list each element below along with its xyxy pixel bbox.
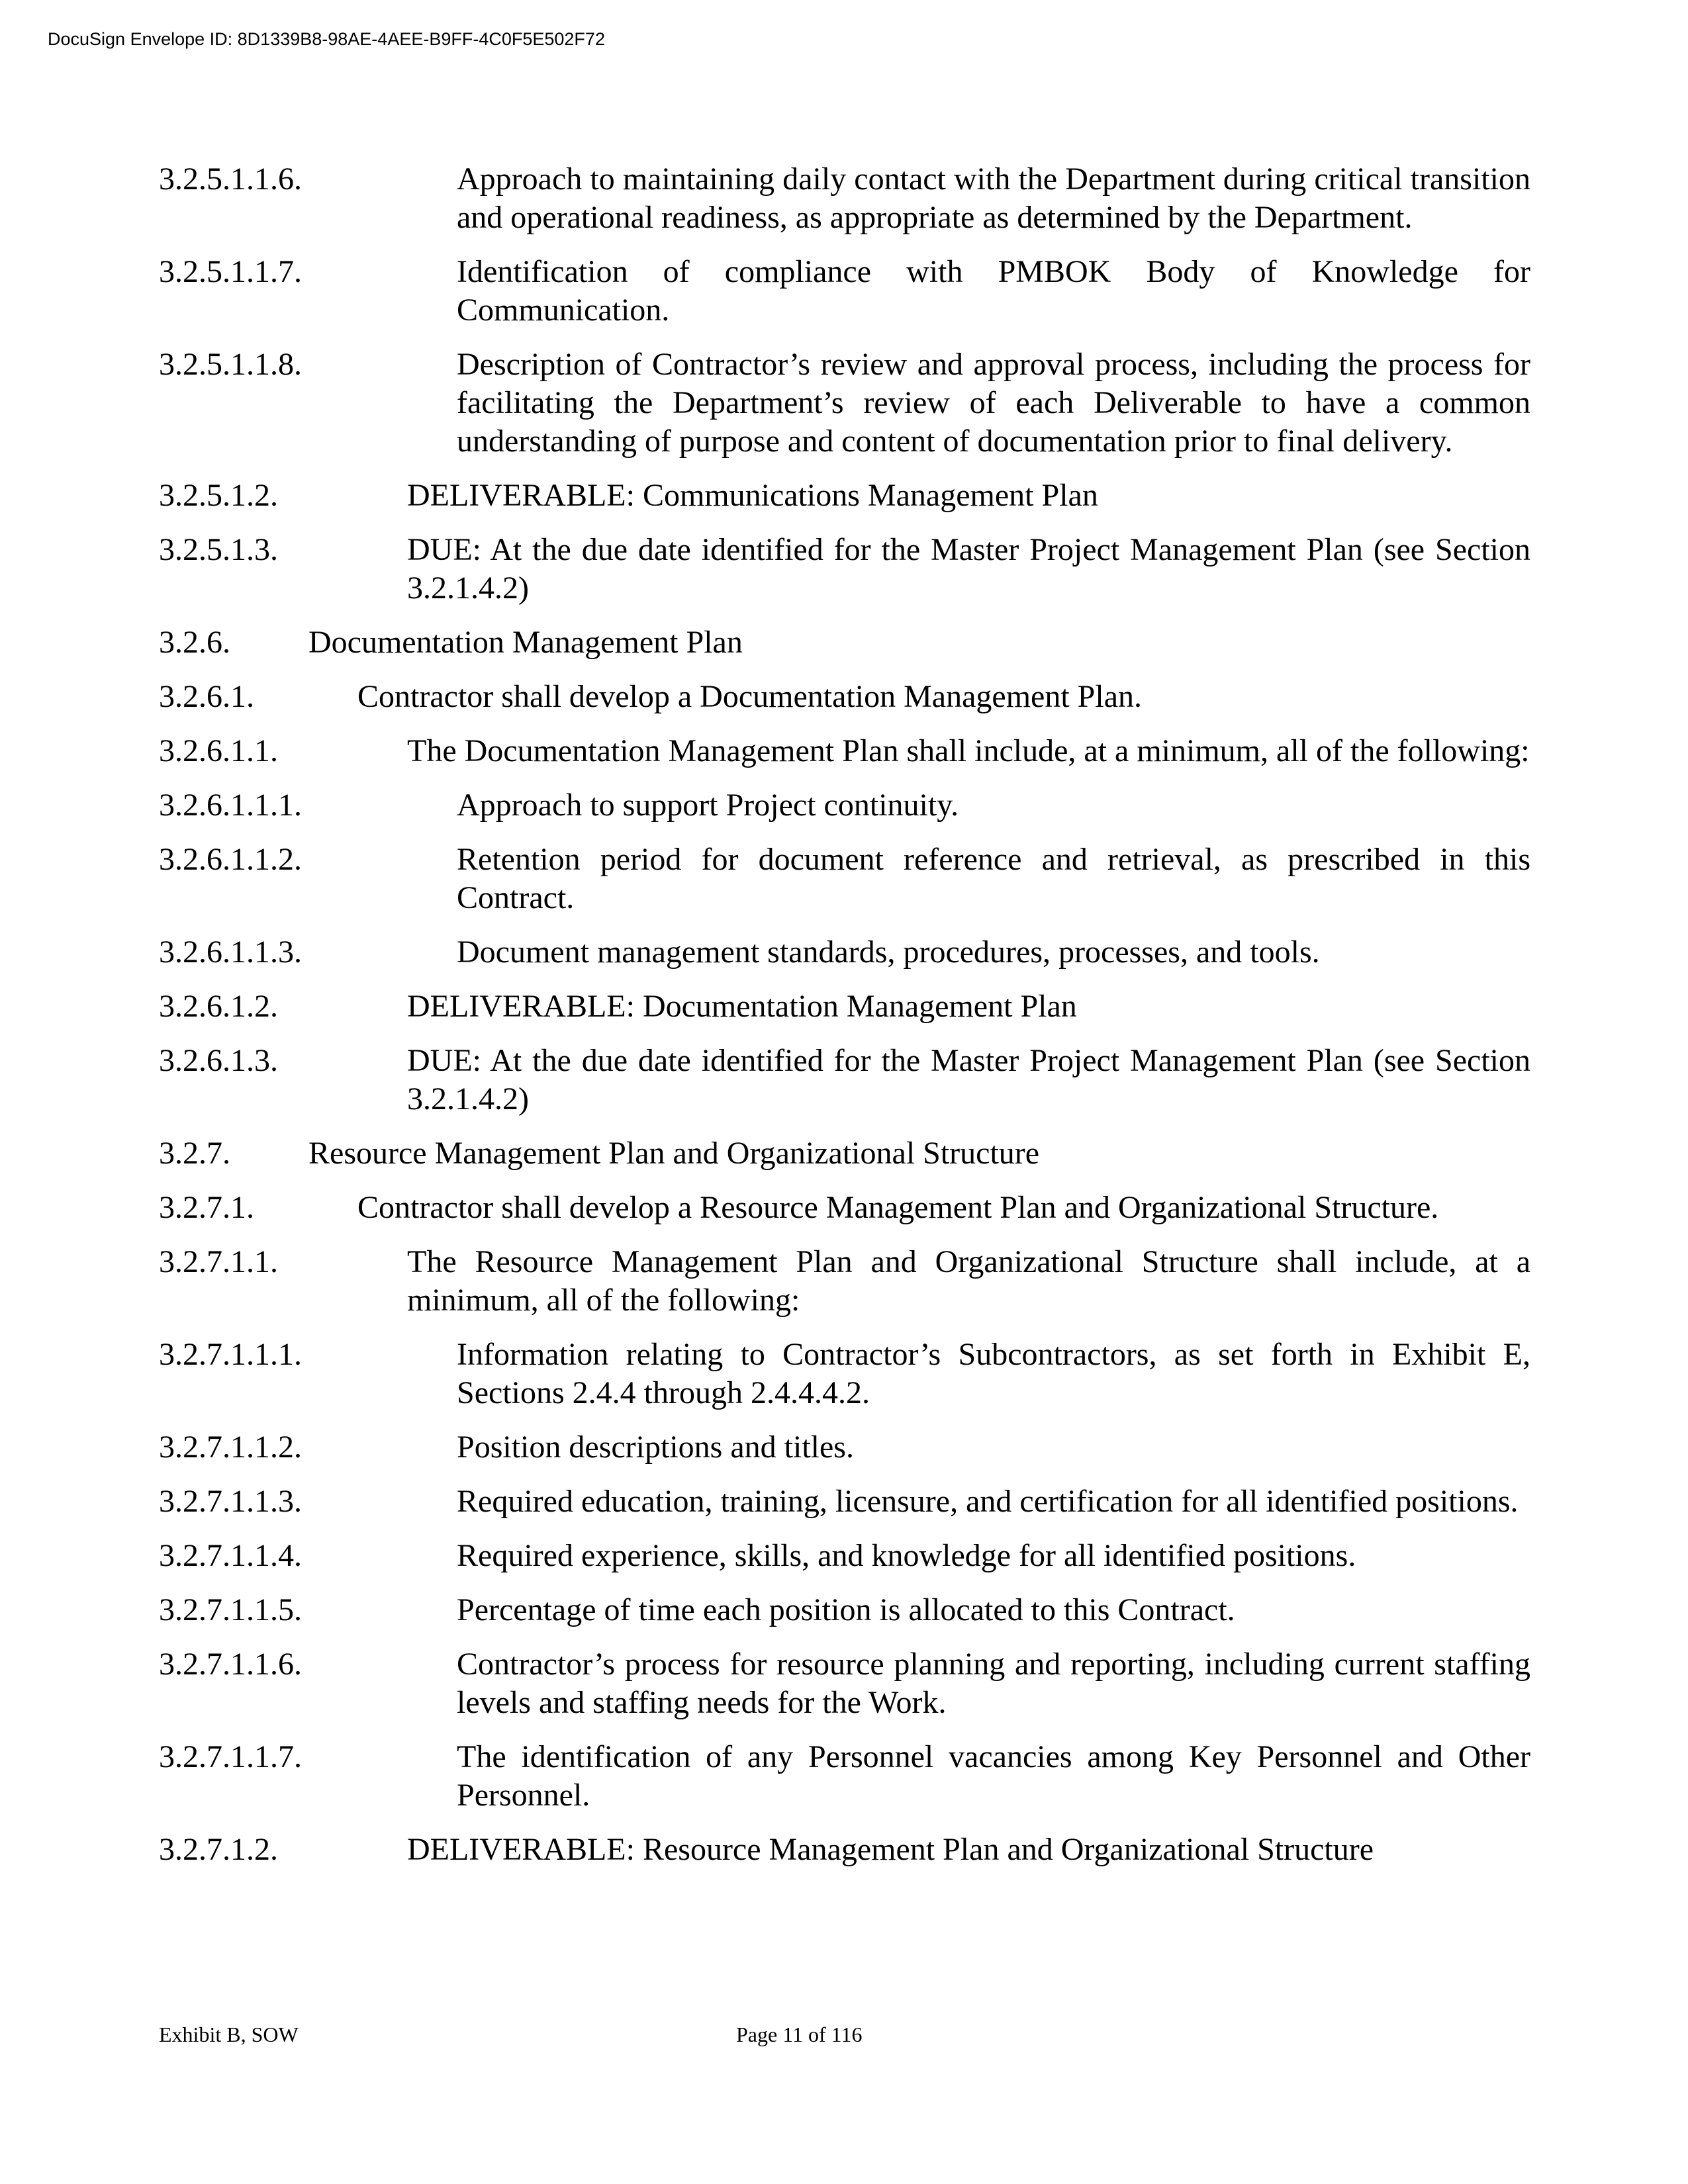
- section-number: 3.2.5.1.3.: [159, 532, 278, 567]
- section-number: 3.2.5.1.1.6.: [159, 161, 302, 197]
- section-text: Required education, training, licensure, and certification for all identified positions.: [457, 1484, 1519, 1519]
- section-text: Approach to support Project continuity.: [457, 788, 959, 823]
- section-number: 3.2.6.1.2.: [159, 989, 278, 1024]
- section-number: 3.2.7.1.1.1.: [159, 1337, 302, 1372]
- section-3-2-6-1-3: [159, 1042, 1530, 1118]
- section-number: 3.2.5.1.1.7.: [159, 254, 302, 289]
- section-3-2-7-1-1: [159, 1243, 1530, 1320]
- section-3-2-5-1-1-8: [159, 345, 1530, 461]
- section-3-2-7: [159, 1134, 1530, 1173]
- footer-page-number: Page 11 of 116: [736, 2023, 863, 2046]
- section-text: Required experience, skills, and knowledge for all identified positions.: [457, 1538, 1356, 1573]
- section-text: Position descriptions and titles.: [457, 1430, 854, 1465]
- section-text: Percentage of time each position is allocated to this Contract.: [457, 1592, 1235, 1627]
- section-text: Document management standards, procedures, processes, and tools.: [457, 934, 1320, 970]
- section-3-2-5-1-2: [159, 477, 1530, 515]
- section-3-2-5-1-1-6: [159, 160, 1530, 237]
- section-3-2-7-1: [159, 1189, 1530, 1227]
- section-3-2-5-1-1-7: [159, 253, 1530, 330]
- section-text: Information relating to Contractor’s Subcontractors, as set forth in Exhibit E, Sections 2.4.4 through 2.4.4.4.2.: [457, 1337, 1530, 1410]
- section-3-2-6: [159, 623, 1530, 662]
- section-3-2-7-1-1-7: [159, 1738, 1530, 1815]
- footer-exhibit-label: Exhibit B, SOW: [159, 2023, 299, 2046]
- section-text: Retention period for document reference and retrieval, as prescribed in this Contract.: [457, 842, 1530, 915]
- deliverable-text: DELIVERABLE: Resource Management Plan and Organizational Structure: [407, 1832, 1374, 1867]
- due-text: DUE: At the due date identified for the Master Project Management Plan (see Section 3.2.1.4.2): [407, 532, 1530, 606]
- section-3-2-6-1-1-1: [159, 786, 1530, 825]
- deliverable-text: DELIVERABLE: Communications Management Plan: [407, 478, 1098, 513]
- section-3-2-6-1-2: [159, 987, 1530, 1026]
- section-number: 3.2.6.1.1.2.: [159, 842, 302, 877]
- section-number: 3.2.7.1.: [159, 1190, 254, 1225]
- section-3-2-6-1-1-3: [159, 933, 1530, 972]
- document-body: [159, 160, 1530, 1869]
- section-3-2-7-1-1-4: [159, 1537, 1530, 1575]
- section-number: 3.2.7.1.1.3.: [159, 1484, 302, 1519]
- section-3-2-6-1: [159, 678, 1530, 716]
- section-number: 3.2.6.1.1.3.: [159, 934, 302, 970]
- section-3-2-6-1-1: [159, 732, 1530, 770]
- section-text: The identification of any Personnel vacancies among Key Personnel and Other Personnel.: [457, 1739, 1530, 1813]
- section-text: The Resource Management Plan and Organizational Structure shall include, at a minimum, all of the following:: [407, 1244, 1530, 1318]
- section-3-2-7-1-1-2: [159, 1428, 1530, 1467]
- section-number: 3.2.6.1.1.: [159, 733, 278, 768]
- section-number: 3.2.6.: [159, 625, 230, 660]
- section-number: 3.2.7.1.1.7.: [159, 1739, 302, 1774]
- section-number: 3.2.7.1.1.: [159, 1244, 278, 1279]
- envelope-id-header: DocuSign Envelope ID: 8D1339B8-98AE-4AEE-B9FF-4C0F5E502F72: [48, 29, 605, 49]
- section-3-2-6-1-1-2: [159, 841, 1530, 917]
- section-text: Description of Contractor’s review and approval process, including the process for facilitating the Department’s review of each Deliverable to have a common understanding of purpose and content of documentation prior to final delivery.: [457, 347, 1530, 459]
- section-text: Approach to maintaining daily contact with the Department during critical transition and operational readiness, as appropriate as determined by the Department.: [457, 161, 1530, 235]
- section-text: Contractor shall develop a Documentation Management Plan.: [357, 679, 1142, 714]
- section-3-2-7-1-1-3: [159, 1482, 1530, 1521]
- section-text: Identification of compliance with PMBOK Body of Knowledge for Communication.: [457, 254, 1530, 328]
- section-number: 3.2.6.1.3.: [159, 1043, 278, 1078]
- section-text: Contractor shall develop a Resource Management Plan and Organizational Structure.: [357, 1190, 1439, 1225]
- section-heading: Resource Management Plan and Organizational Structure: [308, 1136, 1040, 1171]
- section-number: 3.2.5.1.2.: [159, 478, 278, 513]
- section-number: 3.2.7.1.2.: [159, 1832, 278, 1867]
- section-number: 3.2.6.1.: [159, 679, 254, 714]
- section-3-2-7-1-1-6: [159, 1645, 1530, 1722]
- deliverable-text: DELIVERABLE: Documentation Management Plan: [407, 989, 1077, 1024]
- section-number: 3.2.7.1.1.6.: [159, 1647, 302, 1682]
- section-number: 3.2.7.1.1.4.: [159, 1538, 302, 1573]
- section-number: 3.2.7.1.1.2.: [159, 1430, 302, 1465]
- section-number: 3.2.7.1.1.5.: [159, 1592, 302, 1627]
- section-heading: Documentation Management Plan: [308, 625, 743, 660]
- section-text: The Documentation Management Plan shall include, at a minimum, all of the following:: [407, 733, 1530, 768]
- section-number: 3.2.7.: [159, 1136, 230, 1171]
- section-3-2-7-1-1-5: [159, 1591, 1530, 1629]
- section-3-2-7-1-2: [159, 1831, 1530, 1869]
- section-number: 3.2.6.1.1.1.: [159, 788, 302, 823]
- section-3-2-7-1-1-1: [159, 1336, 1530, 1412]
- section-text: Contractor’s process for resource planning and reporting, including current staffing levels and staffing needs for the Work.: [457, 1647, 1530, 1720]
- section-number: 3.2.5.1.1.8.: [159, 347, 302, 382]
- due-text: DUE: At the due date identified for the Master Project Management Plan (see Section 3.2.1.4.2): [407, 1043, 1530, 1116]
- section-3-2-5-1-3: [159, 531, 1530, 608]
